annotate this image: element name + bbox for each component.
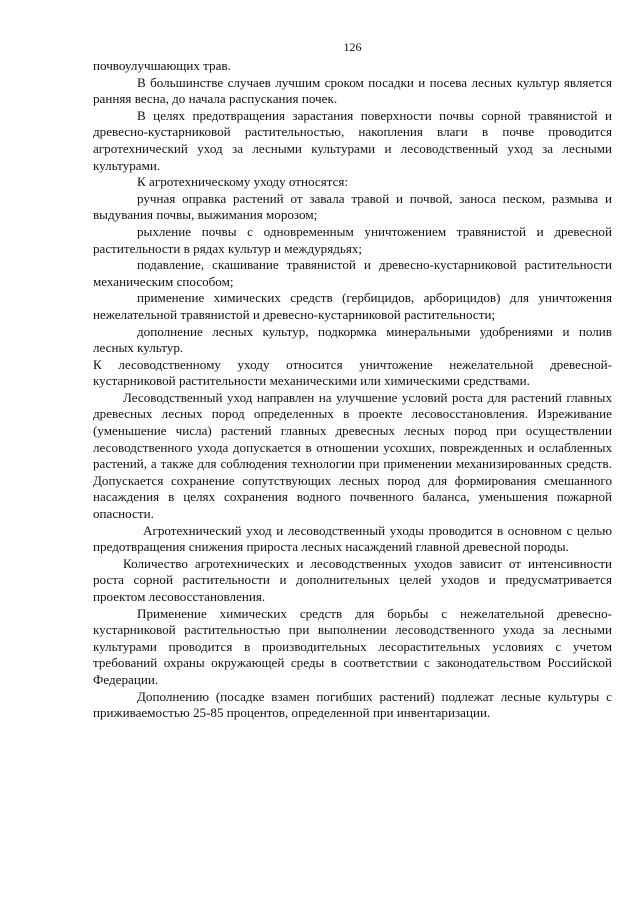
paragraph-silvicultural-purpose: Лесоводственный уход направлен на улучшение условий роста для растений главных древесных лесных пород определенных в проекте лесовосстановления. Изреживание (уменьшение числа) растений главных древесных лесных пород при осуществлении лесоводственного ухода допускается в отношении усохших, поврежденных и ослабленных растений, а также для соблюдения технологии при применении механизированных средств. Допускается сохранение сопутствующих лесных пород для формирования смешанного насаждения в целях сохранения водного почвенного баланса, уменьшения пожарной опасности. — [93, 389, 612, 522]
list-item-manual-straightening: ручная оправка растений от завала травой и почвой, заноса песком, размыва и выдувания почвы, выжимания морозом; — [93, 190, 612, 223]
page-number: 126 — [343, 40, 362, 54]
paragraph-agrotech-heading: К агротехническому уходу относятся: — [137, 174, 349, 190]
paragraph-chemical-use: Применение химических средств для борьбы с нежелательной древесно-кустарниковой растительностью при выполнении лесоводственного ухода за лесными культурами проводится в производительных лесорастительных условиях с учетом требований охраны окружающей среды в соответствии с законодательством Российской Федерации. — [93, 605, 612, 687]
list-item-supplementing: дополнение лесных культур, подкормка минеральными удобрениями и полив лесных культур. — [93, 323, 612, 356]
list-item-chemicals: применение химических средств (гербицидов, арборицидов) для уничтожения нежелательной травянистой и древесно-кустарниковой растительности; — [93, 290, 612, 322]
paragraph-replanting: Дополнению (посадке взамен погибших растений) подлежат лесные культуры с приживаемостью 25-85 процентов, определенной при инвентаризации. — [93, 688, 612, 721]
paragraph-care-count: Количество агротехнических и лесоводственных уходов зависит от интенсивности роста сорной растительности и дополнительных целей уходов и предусматривается проектом лесовосстановления. — [93, 555, 612, 604]
list-item-suppression: подавление, скашивание травянистой и древесно-кустарниковой растительности механическим способом; — [93, 257, 612, 289]
paragraph-continuation: почвоулучшающих трав. — [93, 58, 231, 73]
list-item-loosening: рыхление почвы с одновременным уничтожением травянистой и древесной растительности в рядах культур и междурядьях; — [93, 223, 612, 256]
paragraph-care-goal: Агротехнический уход и лесоводственный уходы проводится в основном с целью предотвращения снижения прироста лесных насаждений главной древесной породы. — [93, 522, 612, 555]
paragraph-planting-time: В большинстве случаев лучшим сроком посадки и посева лесных культур является ранняя весна, до начала распускания почек. — [93, 74, 612, 107]
paragraph-care-purpose: В целях предотвращения зарастания поверхности почвы сорной травянистой и древесно-кустарниковой растительностью, накопления влаги в почве проводится агротехнический уход за лесными культурами и лесоводственный уход за лесными культурами. — [93, 107, 612, 173]
paragraph-silvicultural-care: К лесоводственному уходу относится уничтожение нежелательной древесной-кустарниковой растительности механическими или химическими средствами. — [93, 356, 612, 389]
